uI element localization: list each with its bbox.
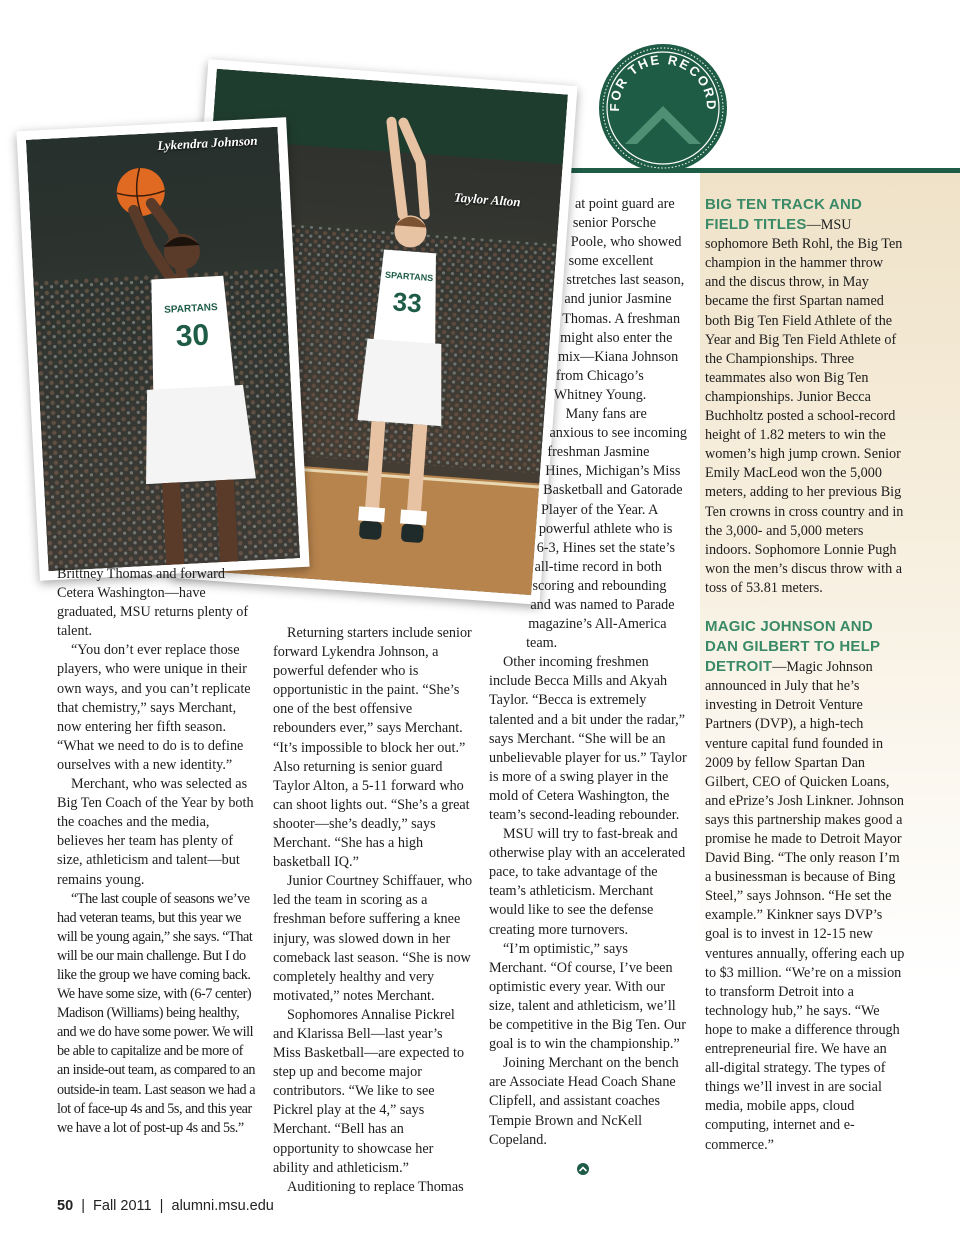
badge-text: FOR THE RECORD: [606, 51, 720, 112]
for-the-record-badge: [597, 42, 729, 174]
col1-paragraph-3: Merchant, who was selected as Big Ten Coach of the Year by both the coaches and the media, believes her team has plenty of size, athleticism and talent—but remains young.: [57, 776, 254, 888]
col3-paragraph-5: “I’m optimistic,” says Merchant. “Of course, I’ve been optimistic every year. With our size, talent and athleticism, we’ll be competitive in the Big Ten. Our goal is to win the championship.”: [489, 940, 686, 1053]
col1-paragraph-4: “The last couple of seasons we’ve had veteran teams, but this year we will be young again,” she says. “That will be our main challenge. But I do like the group we have coming back. We have some size, with (6-7 center) Madison (Williams) being healthy, and we do have some power. We will be able to capitalize and be more of an inside-out team, as compared to an outside-in team. Last season we had a lot of face-up 4s and 5s, and this year we have a lot of post-up 4s and 5s.”: [57, 890, 256, 1136]
col3-paragraph-1: at point guard are senior Porsche Poole, who showed some excellent stretches last season, and junior Jasmine Thomas. A freshman might also enter the mix—Kiana Johnson from Chicago’s Whitney Young.: [553, 196, 685, 403]
taylor-alton-caption: Taylor Alton: [453, 189, 522, 210]
sidebar-item-magic-johnson: MAGIC JOHNSON AND DAN GILBERT TO HELP DETROIT—Magic Johnson announced in July that he’s investing in Detroit Venture Partners (DVP), a high-tech venture capital fund founded in 2009 by fellow Spartan Dan Gilbert, CEO of Quicken Loans, and ePrize’s Josh Linkner. Johnson says this partnership makes good a promise he made to Detroit Mayor David Bing. “The only reason I’m a businessman is because of Bing Steel,” says Johnson. “He set the example.” Kinkner says DVP’s goal is to invest in 12-15 new ventures annually, offering each up to $3 million. “We’re on a mission to transform Detroit into a technology hub,” he says. “We hope to make a difference through entrepreneurial fire. We have an all-digital strategy. The types of things we’ll invest in are social media, mobile apps, cloud computing, internet and e-commerce.”: [705, 617, 905, 1153]
lykendra-johnson-photo: [16, 117, 309, 581]
footer-separator-2: |: [155, 1198, 168, 1214]
article-column-3: [489, 195, 687, 1150]
end-mark-icon: [577, 1163, 589, 1175]
page-number: 50: [57, 1198, 74, 1214]
article-column-2: [273, 624, 473, 1197]
site-link[interactable]: alumni.msu.edu: [171, 1198, 274, 1214]
sidebar-heading-magic-johnson: MAGIC JOHNSON AND DAN GILBERT TO HELP DETROIT: [705, 617, 880, 676]
col3-paragraph-2: Many fans are anxious to see incoming freshman Jasmine Hines, Michigan’s Miss Basketball and Gatorade Player of the Year. A powerful athlete who is 6-3, Hines set the state’s all-time record in both scoring and rebounding and was named to Parade magazine’s All-America team.: [526, 406, 688, 652]
alton-jersey-number: 33: [391, 286, 423, 319]
col2-paragraph-4: Auditioning to replace Thomas: [287, 1178, 464, 1195]
col2-paragraph-2: Junior Courtney Schiffauer, who led the team in scoring as a freshman before suffering a knee injury, was slowed down in her comeback last season. “She is now completely healthy and very motivated,” notes Merchant.: [273, 873, 473, 1004]
article-column-1: [57, 565, 257, 1138]
lykendra-johnson-caption: Lykendra Johnson: [156, 132, 258, 154]
johnson-jersey-number: 30: [174, 318, 210, 354]
sidebar-body-track-field: MSU sophomore Beth Rohl, the Big Ten champion in the hammer throw and the discus throw, in May became the first Spartan named both Big Ten Field Athlete of the Year and Big Ten Field Athlete of the Championships. Three teammates also won Big Ten championships. Junior Becca Buchholtz posted a school-record height of 1.82 meters to win the women’s high jump crown. Senior Emily MacLeod won the 5,000 meters, adding to her previous Big Ten crowns in cross country and in the 3,000- and 5,000 meters indoors. Sophomore Lonnie Pugh won the men’s discus throw with a toss of 53.81 meters.: [705, 217, 904, 596]
col1-paragraph-1: Brittney Thomas and forward Cetera Washington—have graduated, MSU returns plenty of talent.: [57, 566, 249, 640]
sidebar-item-track-field: BIG TEN TRACK AND FIELD TITLES—MSU sophomore Beth Rohl, the Big Ten champion in the hammer throw and the discus throw, in May became the first Spartan named both Big Ten Field Athlete of the Year and Big Ten Field Athlete of the Championships. Three teammates also won Big Ten championships. Junior Becca Buchholtz posted a school-record height of 1.82 meters to win the women’s high jump crown. Senior Emily MacLeod won the 5,000 meters, adding to her previous Big Ten crowns in cross country and in the 3,000- and 5,000 meters indoors. Sophomore Lonnie Pugh won the men’s discus throw with a toss of 53.81 meters.: [705, 196, 904, 596]
col2-paragraph-1: Returning starters include senior forward Lykendra Johnson, a powerful defender who is opportunistic in the paint. “She’s one of the best offensive rebounders ever,” says Merchant. “It’s impossible to block her out.” Also returning is senior guard Taylor Alton, a 5-11 forward who can shoot lights out. “She’s a great shooter—she’s deadly,” says Merchant. “She has a high basketball IQ.”: [273, 625, 472, 871]
footer-separator-1: |: [77, 1198, 89, 1214]
col3-paragraph-6: Joining Merchant on the bench are Associate Head Coach Shane Clipfell, and assistant coaches Tempie Brown and NcKell Copeland.: [489, 1055, 679, 1148]
news-sidebar: [705, 195, 905, 1155]
sidebar-heading-track-field: BIG TEN TRACK AND FIELD TITLES: [705, 196, 863, 234]
col3-paragraph-4: MSU will try to fast-break and otherwise play with an accelerated pace, to take advantage of the team’s athleticism. Merchant would like to see the defense creating more turnovers.: [489, 826, 686, 938]
johnson-jersey-brand: SPARTANS: [163, 302, 218, 316]
page-footer: [57, 1198, 274, 1214]
issue-label: Fall 2011: [93, 1198, 152, 1214]
alton-jersey-brand: SPARTANS: [384, 269, 434, 284]
col1-paragraph-2: “You don’t ever replace those players, who were unique in their own ways, and you can’t replicate that chemistry,” says Merchant, now entering her fifth season. “What we need to do is to define ourselves with a new identity.”: [57, 642, 251, 773]
col3-paragraph-3: Other incoming freshmen include Becca Mills and Akyah Taylor. “Becca is extremely talented and a bit under the radar,” says Merchant. “She will be an unbelievable player for us.” Taylor is more of a swing player in the mold of Cetera Washington, the team’s second-leading rebounder.: [489, 654, 687, 823]
sidebar-body-magic-johnson: Magic Johnson announced in July that he’s investing in Detroit Venture Partners (DVP), a high-tech venture capital fund founded in 2009 by fellow Spartan Dan Gilbert, CEO of Quicken Loans, and ePrize’s Josh Linkner. Johnson says this partnership makes good a promise he made to Detroit Mayor David Bing. “The only reason I’m a businessman is because of Bing Steel,” says Johnson. “He set the example.” Kinkner says DVP’s goal is to invest in 12-15 new ventures annually, offering each up to $3 million. “We’re on a mission to transform Detroit into a technology hub,” he says. “We hope to make a difference through entrepreneurial fire. We have an all-digital strategy. The types of things we’ll invest in are social media, mobile apps, cloud computing, internet and e-commerce.”: [705, 659, 905, 1153]
col2-paragraph-3: Sophomores Annalise Pickrel and Klarissa Bell—last year’s Miss Basketball—are expected to step up and become major contributors. “We like to see Pickrel play at the 4,” says Merchant. “Bell has an opportunity to showcase her ability and athleticism.”: [273, 1006, 465, 1176]
